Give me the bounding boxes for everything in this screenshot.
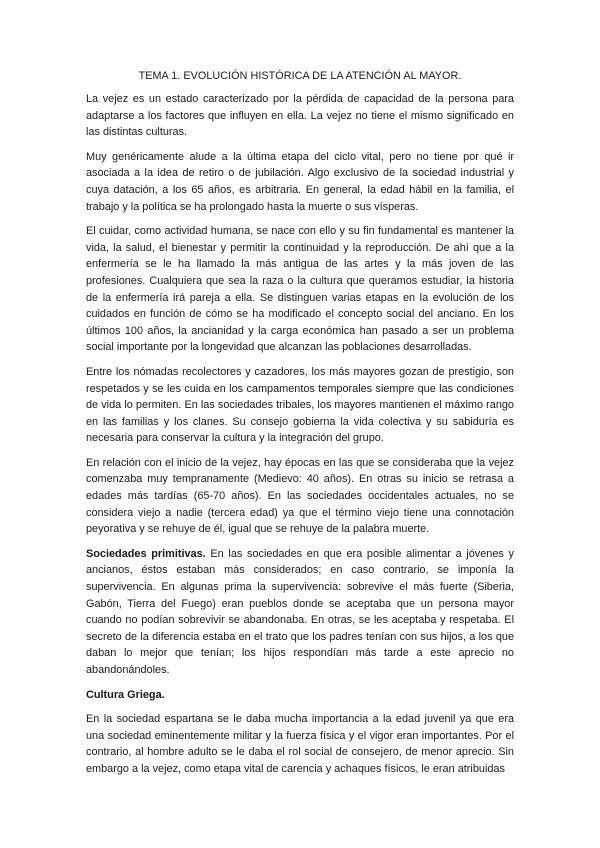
paragraph-3 (86, 223, 514, 356)
paragraph-5 (86, 455, 514, 538)
paragraph-text: En las sociedades en que era posible alimentar a jóvenes y ancianos, éstos estaban más considerados; en caso contrario, se imponía la supervivencia. En algunas prima la supervivencia: sobrevive el más fuerte (Siberia, Gabón, Tierra del Fuego) eran pueblos donde se aceptaba que un persona mayor cuando no podían sobrevivir se abandonaba. En otras, se les aceptaba y respetaba. El secreto de la diferencia estaba en el trato que los padres tenían con sus hijos, a los que daban lo mejor que tenían; los hijos respondían más tarde a este aprecio no abandonándoles. (86, 547, 514, 676)
paragraph-text: Entre los nómadas recolectores y cazadores, los más mayores gozan de prestigio, son respetados y se les cuida en los campamentos temporales siempre que las condiciones de vida lo permiten. En las sociedades tribales, los mayores mantienen el máximo rango en las familias y los clanes. Su consejo gobierna la vida colectiva y su sabiduría es necesaria para conservar la cultura y la integración del grupo. (86, 365, 514, 445)
page-content (86, 68, 514, 786)
paragraph-text: En la sociedad espartana se le daba mucha importancia a la edad juvenil ya que era una sociedad eminentemente militar y la fuerza física y el vigor eran importantes. Por el contrario, al hombre adulto se le daba el rol social de consejero, de menor aprecio. Sin embargo a la vejez, como etapa vital de carencia y achaques físicos, le eran atribuidas (86, 713, 514, 775)
paragraph-lead: Sociedades primitivas. (86, 547, 206, 560)
paragraph-text: En relación con el inicio de la vejez, hay épocas en las que se consideraba que la vejez comenzaba muy tempranamente (Medievo: 40 años). En otras su inicio se retrasa a edades más tardías (65-70 años). En las sociedades occidentales actuales, no se considera viejo a nadie (tercera edad) ya que el término viejo tiene una connotación peyorativa y se rehuye de él, igual que se rehuye de la palabra muerte. (86, 456, 514, 536)
paragraph-text: Muy genéricamente alude a la última etapa del ciclo vital, pero no tiene por qué ir asociada a la idea de retiro o de jubilación. Algo exclusivo de la sociedad industrial y cuya datación, a los 65 años, es arbitraria. En general, la edad hábil en la familia, el trabajo y la política se ha prolongado hasta la muerte o sus vísperas. (86, 150, 514, 213)
paragraph-primitive-societies (86, 546, 514, 679)
paragraph-text: La vejez es un estado caracterizado por la pérdida de capacidad de la persona para adaptarse a los factores que influyen en ella. La vejez no tiene el mismo significado en las distintas culturas. (86, 93, 514, 139)
paragraph-text: El cuidar, como actividad humana, se nace con ello y su fin fundamental es mantener la vida, la salud, el bienestar y permitir la continuidad y la reproducción. De ahí que a la enfermería se le ha llamado la más antigua de las artes y la más joven de las profesiones. Cualquiera que sea la raza o la cultura que queramos estudiar, la historia de la enfermería irá pareja a ella. Se distinguen varias etapas en la evolución de los cuidados en función de cómo se ha modificado el concepto social del anciano. En los últimos 100 años, la ancianidad y la carga económica han pasado a ser un problema social importante por la longevidad que alcanzan las poblaciones desarrolladas. (86, 225, 514, 354)
section-heading-greek-culture: Cultura Griega. (86, 688, 165, 701)
paragraph-greek (86, 711, 514, 777)
paragraph-2 (86, 149, 514, 215)
paragraph-1 (86, 91, 514, 141)
page-title: TEMA 1. EVOLUCIÓN HISTÓRICA DE LA ATENCIÓN AL MAYOR. (138, 70, 462, 82)
paragraph-4 (86, 364, 514, 447)
